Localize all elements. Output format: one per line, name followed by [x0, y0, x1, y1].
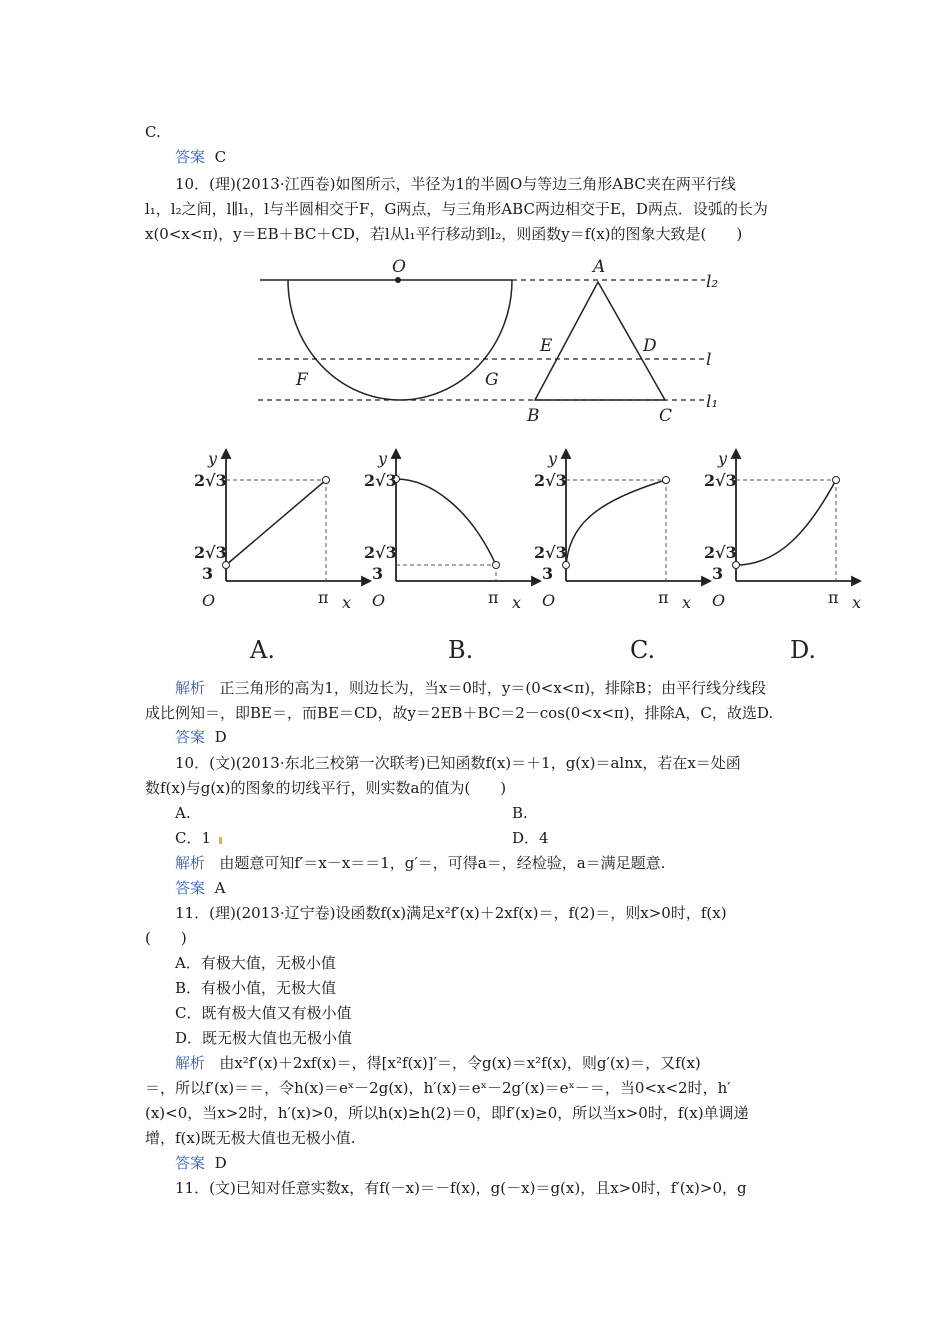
- axis-x-b: x: [512, 593, 522, 612]
- label-f: F: [296, 370, 308, 390]
- answer-line-2: [175, 727, 227, 747]
- analysis-10-line-2: 成比例知＝，即BE＝，而BE＝CD，故y＝2EB＋BC＝2－cos(0<x<π)，排除A，C，故选D.: [145, 704, 774, 722]
- option-11-d: D．既无极大值也无极小值: [175, 1029, 353, 1047]
- tick-pi-a: π: [318, 588, 329, 607]
- analysis-text: 由x²f′(x)＋2xf(x)＝，得[x²f(x)]′＝，令g(x)＝x²f(x)，则g′(x)＝，又f(x): [219, 1054, 701, 1072]
- axis-y-b: y: [378, 449, 388, 468]
- tick-top-b: 2√3: [364, 471, 397, 490]
- axis-x-c: x: [682, 593, 692, 612]
- axis-y-d: y: [718, 449, 728, 468]
- label-c: C: [659, 406, 673, 426]
- analysis-10w: [175, 853, 665, 873]
- question-10-line-1: 10．(理)(2013·江西卷)如图所示，半径为1的半圆O与等边三角形ABC夹在两平行线: [175, 175, 736, 193]
- label-l: l: [706, 350, 712, 370]
- option-c: C．1: [175, 829, 212, 847]
- question-10-line-3: x(0<x<π)，y＝EB＋BC＋CD，若l从l₁平行移动到l₂，则函数y＝f(x)的图象大致是( ): [145, 225, 743, 243]
- analysis-11-line-4: 增，f(x)既无极大值也无极小值.: [145, 1129, 356, 1147]
- graph-c: [562, 450, 710, 585]
- axis-x-a: x: [342, 593, 352, 612]
- analysis-11-line-3: (x)<0，当x>2时，h′(x)>0，所以h(x)≥h(2)＝0，即f′(x)≥0，所以当x>0时，f(x)单调递: [145, 1104, 749, 1122]
- origin-c: O: [542, 591, 556, 610]
- label-o: O: [392, 257, 406, 277]
- tick-top-d: 2√3: [704, 471, 737, 490]
- semicircle: [288, 280, 512, 400]
- option-b: B.: [512, 804, 528, 822]
- tick-small-num-a: 2√3: [194, 543, 227, 562]
- graph-d: [732, 450, 860, 585]
- caption-b: B.: [448, 636, 474, 664]
- analysis-text: 正三角形的高为1，则边长为，当x＝0时，y＝(0<x<π)，排除B；由平行线分线段: [219, 679, 767, 697]
- geometry-figure: [250, 255, 730, 430]
- analysis-label: 解析: [175, 1054, 206, 1072]
- answer-value: D: [214, 728, 227, 746]
- tick-pi-d: π: [828, 588, 839, 607]
- tick-small-num-d: 2√3: [704, 543, 737, 562]
- analysis-text: 由题意可知f′＝x－x＝＝1，g′＝，可得a＝，经检验，a＝满足题意.: [219, 854, 666, 872]
- answer-line-3: [175, 878, 225, 898]
- tick-small-den-c: 3: [542, 564, 554, 583]
- answer-line-1: [175, 147, 226, 167]
- label-a: A: [593, 257, 606, 277]
- graph-a: [222, 450, 370, 585]
- caption-d: D.: [790, 636, 817, 664]
- question-10w-line-2: 数f(x)与g(x)的图象的切线平行，则实数a的值为( ): [145, 779, 507, 797]
- tick-pi-b: π: [488, 588, 499, 607]
- origin-d: O: [712, 591, 726, 610]
- caption-c: C.: [630, 636, 656, 664]
- answer-line-4: [175, 1153, 227, 1173]
- analysis-11-line-1: [175, 1053, 701, 1073]
- option-11-a: A．有极大值，无极小值: [175, 954, 336, 972]
- answer-label: 答案: [175, 148, 206, 166]
- origin-b: O: [372, 591, 386, 610]
- answer-label: 答案: [175, 728, 206, 746]
- analysis-10-line-1: [175, 678, 766, 698]
- highlight-mark: [219, 837, 222, 844]
- tick-small-den-a: 3: [202, 564, 214, 583]
- center-o-dot: [395, 277, 401, 283]
- answer-value: A: [214, 879, 226, 897]
- caption-a: A.: [250, 636, 275, 664]
- question-11w-line-1: 11．(文)已知对任意实数x，有f(－x)＝－f(x)，g(－x)＝g(x)，且x>0时，f′(x)>0，g: [175, 1179, 747, 1197]
- axis-y-c: y: [548, 449, 558, 468]
- tick-top-c: 2√3: [534, 471, 567, 490]
- answer-label: 答案: [175, 1154, 206, 1172]
- answer-value: C: [214, 148, 227, 166]
- question-10w-line-1: 10．(文)(2013·东北三校第一次联考)已知函数f(x)＝＋1，g(x)＝alnx，若在x＝处函: [175, 754, 741, 772]
- analysis-label: 解析: [175, 854, 206, 872]
- tick-small-num-b: 2√3: [364, 543, 397, 562]
- option-a: A.: [175, 804, 191, 822]
- tick-top-a: 2√3: [194, 471, 227, 490]
- question-11-line-2: ( ): [145, 929, 187, 947]
- option-11-b: B．有极小值，无极大值: [175, 979, 337, 997]
- label-b: B: [527, 406, 540, 426]
- analysis-label: 解析: [175, 679, 206, 697]
- graph-b-labels: [364, 449, 521, 664]
- option-11-c: C．既有极大值又有极小值: [175, 1004, 352, 1022]
- axis-x-d: x: [852, 593, 862, 612]
- label-d: D: [643, 336, 657, 356]
- option-d: D．4: [512, 829, 549, 847]
- origin-a: O: [202, 591, 216, 610]
- label-e: E: [540, 336, 553, 356]
- text-line-1: C.: [145, 123, 161, 141]
- answer-value: D: [214, 1154, 227, 1172]
- axis-y-a: y: [208, 449, 218, 468]
- question-10-line-2: l₁，l₂之间，l∥l₁，l与半圆相交于F，G两点，与三角形ABC两边相交于E，D两点．设弧的长为: [145, 200, 768, 218]
- graph-b: [392, 450, 540, 585]
- label-l2: l₂: [706, 272, 719, 292]
- tick-small-den-d: 3: [712, 564, 724, 583]
- tick-pi-c: π: [658, 588, 669, 607]
- label-g: G: [485, 370, 499, 390]
- answer-label: 答案: [175, 879, 206, 897]
- question-11-line-1: 11．(理)(2013·辽宁卷)设函数f(x)满足x²f′(x)＋2xf(x)＝，f(2)＝，则x>0时，f(x): [175, 904, 727, 922]
- analysis-11-line-2: ＝，所以f′(x)＝＝，令h(x)＝eˣ－2g(x)，h′(x)＝eˣ－2g′(x)＝eˣ－＝，当0<x<2时，h′: [145, 1079, 731, 1097]
- label-l1: l₁: [706, 392, 719, 412]
- tick-small-num-c: 2√3: [534, 543, 567, 562]
- tick-small-den-b: 3: [372, 564, 384, 583]
- option-graphs: [190, 448, 870, 673]
